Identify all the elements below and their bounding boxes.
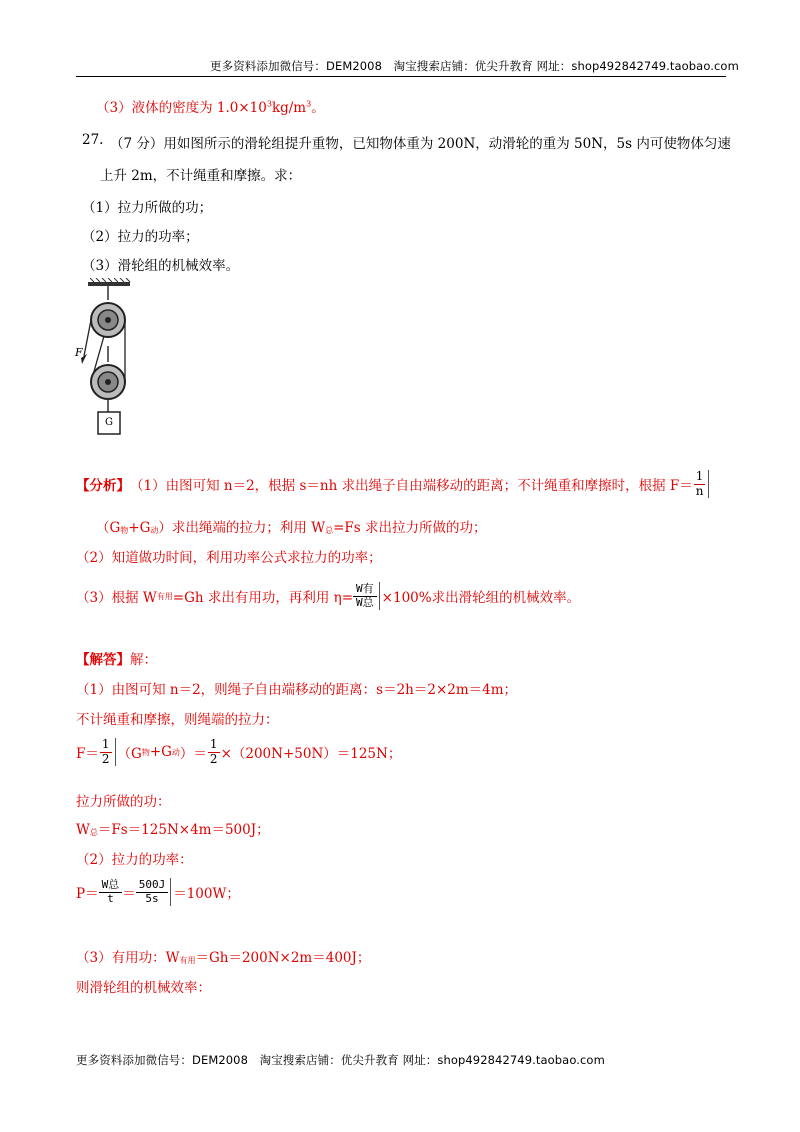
solution-line-3: F＝ $\frac{1}{2}$ （G 物 +G 动 ）＝ $\frac{1}{2}$ ×（200N+50N）＝125N； [76, 737, 402, 766]
solution-line-8: （3）有用功：$W_{有用}=Gh=200N\times 2m=400J$； [76, 950, 371, 966]
prev-answer-end: 。 [311, 100, 325, 116]
force-label: F [75, 346, 83, 359]
prev-answer-unit-exp: 3 [306, 99, 312, 109]
solution-line-6: （2）拉力的功率： [76, 852, 193, 868]
pulley-diagram [78, 278, 142, 440]
solution-line-5: $W_总=Fs=125N\times 4m=500J$； [76, 822, 270, 838]
efficiency-fraction: $\frac{\text{W有}}{\text{W总}}$ [353, 583, 377, 608]
header-rule [76, 76, 726, 77]
analysis-text-1: （1）由图可知 n＝2，根据 s＝nh 求出绳子自由端移动的距离；不计绳重和摩擦时，根据 F＝ [130, 478, 693, 495]
pull-rope [84, 320, 91, 356]
question-part-1: （1）拉力所做的功； [82, 200, 213, 216]
fraction-1-over-n: $\frac{1}{n}$ [695, 469, 704, 498]
solution-line-9: 则滑轮组的机械效率： [76, 980, 211, 996]
solution-line-4: 拉力所做的功： [76, 794, 171, 810]
analysis-line-4: （3）根据 W 有用 =Gh 求出有用功，再利用 η= $\frac{\text{W有}}{\text{W总}}$ ×100%求出滑轮组的机械效率。 [76, 582, 581, 609]
prev-answer-text: （3）液体的密度为 1.0×10 [96, 100, 267, 116]
ceiling-bar [88, 282, 130, 286]
analysis-line-1 [76, 470, 711, 499]
page-header: 更多资料添加微信号：DEM2008 淘宝搜索店铺：优尖升教育 网址：shop492842749.taobao.com [210, 59, 739, 73]
prev-answer-unit: kg/m [271, 100, 307, 116]
prev-answer-exp: 3 [266, 99, 272, 109]
question-part-3: （3）滑轮组的机械效率。 [82, 258, 240, 274]
question-line-1: （7 分）用如图所示的滑轮组提升重物，已知物体重为 200N，动滑轮的重为 50N，5s 内可使物体匀速 [110, 136, 731, 152]
solution-tag-line: 【解答】解： [76, 652, 157, 668]
weight-label: G [105, 417, 113, 428]
solution-tag: 【解答】 [76, 652, 130, 668]
question-number: 27. [82, 132, 104, 148]
analysis-line-3: （2）知道做功时间，利用功率公式求拉力的功率； [76, 550, 382, 566]
question-part-2: （2）拉力的功率； [82, 229, 199, 245]
analysis-line-2: $(G_物+G_动)$求出绳端的拉力；利用 $W_总=Fs$ 求出拉力所做的功； [96, 520, 487, 536]
solution-line-7: P＝ $\frac{\text{W总}}{t}$ ＝ $\frac{500J}{5s}$ ＝100W； [76, 878, 240, 905]
page-footer: 更多资料添加微信号：DEM2008 淘宝搜索店铺：优尖升教育 网址：shop492842749.taobao.com [76, 1053, 605, 1067]
solution-line-2: 不计绳重和摩擦，则绳端的拉力： [76, 712, 279, 728]
solution-line-1: （1）由图可知 n＝2，则绳子自由端移动的距离：s＝2h＝2×2m＝4m； [76, 682, 518, 698]
analysis-tag: 【分析】 [76, 478, 130, 495]
question-line-2: 上升 2m，不计绳重和摩擦。求： [100, 168, 302, 184]
prev-answer-line [96, 96, 325, 116]
